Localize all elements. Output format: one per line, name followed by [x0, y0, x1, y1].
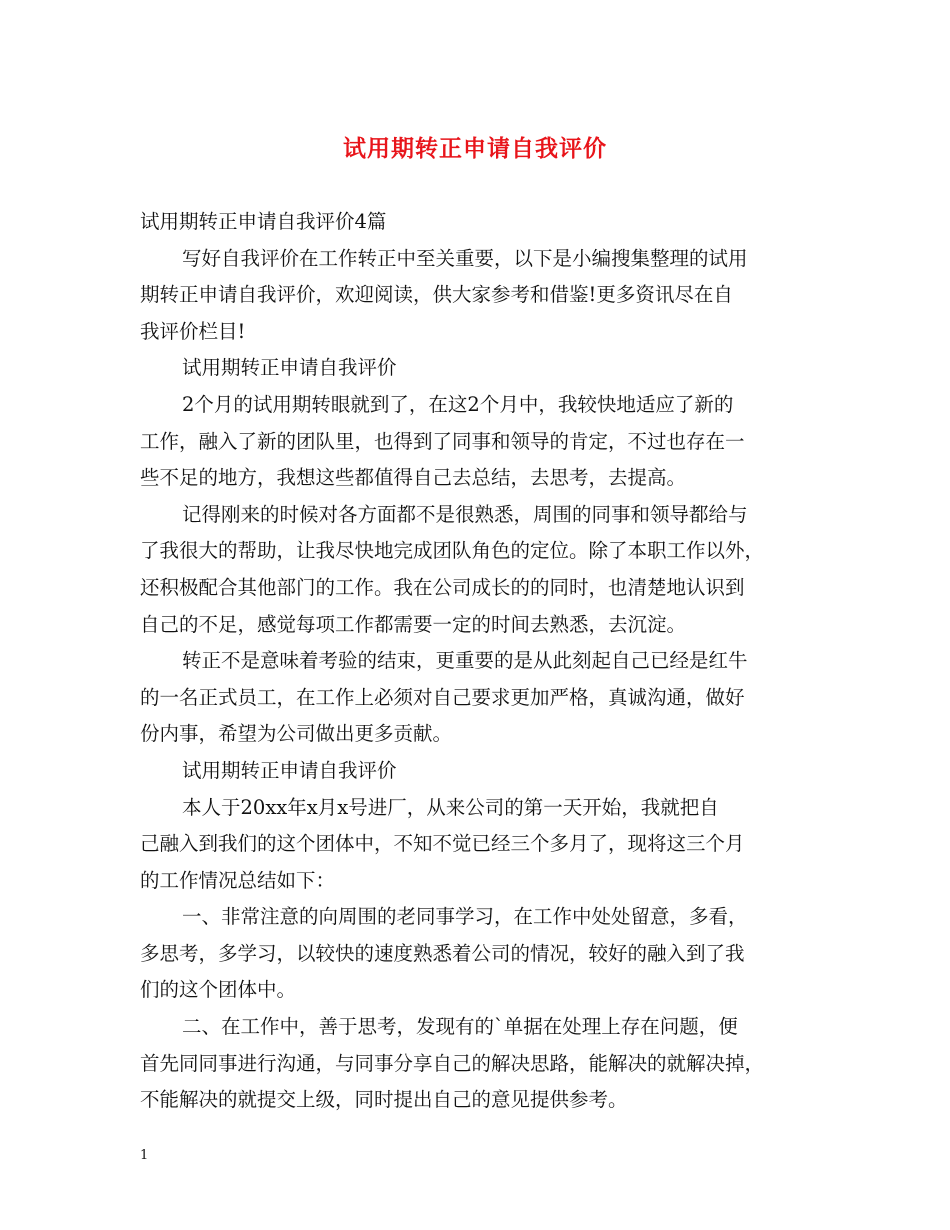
document-body	[140, 204, 824, 1119]
paragraph-line: 期转正申请自我评价，欢迎阅读，供大家参考和借鉴!更多资讯尽在自	[140, 283, 733, 307]
paragraph-line: 了我很大的帮助，让我尽快地完成团队角色的定位。除了本职工作以外，	[140, 539, 765, 563]
paragraph-line: 转正不是意味着考验的结束，更重要的是从此刻起自己已经是红牛	[182, 649, 748, 673]
paragraph-line: 己融入到我们的这个团体中，不知不觉已经三个多月了，现将这三个月	[140, 832, 745, 856]
paragraph-line: 们的这个团体中。	[140, 978, 297, 1002]
paragraph-line: 二、在工作中，善于思考，发现有的`单据在处理上存在问题，便	[182, 1015, 738, 1039]
paragraph-line: 的一名正式员工，在工作上必须对自己要求更加严格，真诚沟通，做好	[140, 685, 745, 709]
subtitle-line: 试用期转正申请自我评价4篇	[140, 210, 387, 233]
paragraph-line: 多思考，多学习，以较快的速度熟悉着公司的情况，较好的融入到了我	[140, 941, 745, 965]
page-number: 1	[140, 1148, 149, 1163]
paragraph-line: 份内事，希望为公司做出更多贡献。	[140, 722, 453, 746]
paragraph-line: 还积极配合其他部门的工作。我在公司成长的的同时，也清楚地认识到	[140, 575, 745, 599]
section-heading: 试用期转正申请自我评价	[182, 758, 397, 782]
paragraph-line: 不能解决的就提交上级，同时提出自己的意见提供参考。	[140, 1088, 628, 1112]
paragraph-line: 写好自我评价在工作转正中至关重要，以下是小编搜集整理的试用	[182, 246, 748, 270]
paragraph-line: 本人于20xx年x月x号进厂，从来公司的第一天开始，我就把自	[182, 795, 719, 819]
paragraph-line: 工作，融入了新的团队里，也得到了同事和领导的肯定，不过也存在一	[140, 429, 745, 453]
paragraph-line: 些不足的地方，我想这些都值得自己去总结，去思考，去提高。	[140, 466, 687, 490]
paragraph-line: 首先同同事进行沟通，与同事分享自己的解决思路，能解决的就解决掉，	[140, 1051, 765, 1075]
paragraph-line: 自己的不足，感觉每项工作都需要一定的时间去熟悉，去沉淀。	[140, 612, 687, 636]
paragraph-line: 记得刚来的时候对各方面都不是很熟悉，周围的同事和领导都给与	[182, 502, 748, 526]
paragraph-line: 我评价栏目!	[140, 319, 246, 343]
paragraph-line: 2个月的试用期转眼就到了，在这2个月中，我较快地适应了新的	[182, 392, 734, 416]
section-heading: 试用期转正申请自我评价	[182, 356, 397, 380]
document-title: 试用期转正申请自我评价	[343, 135, 607, 162]
paragraph-line: 一、非常注意的向周围的老同事学习，在工作中处处留意，多看，	[182, 905, 748, 929]
paragraph-line: 的工作情况总结如下：	[140, 868, 336, 892]
